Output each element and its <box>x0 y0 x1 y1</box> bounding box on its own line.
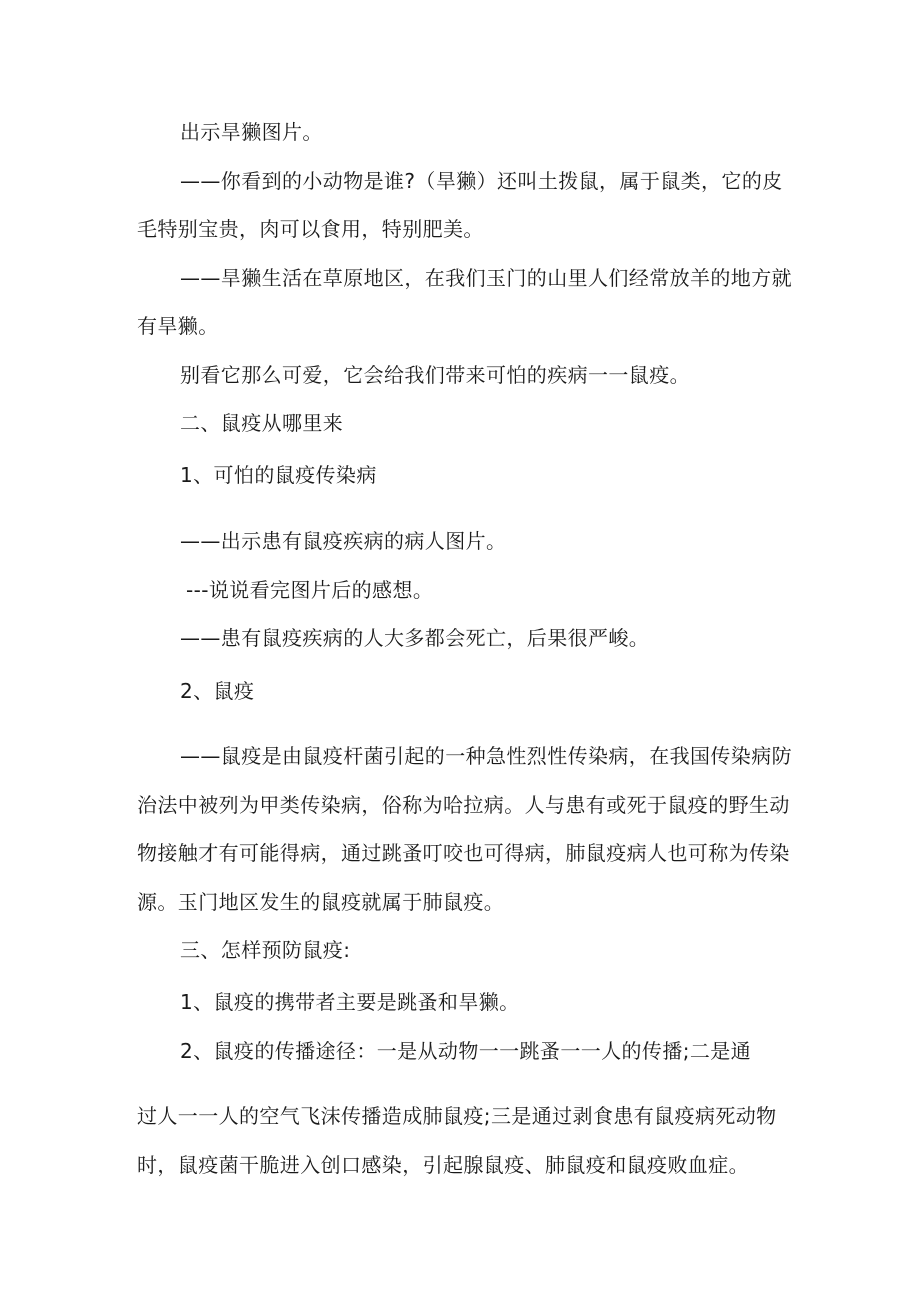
paragraph-line: ——鼠疫是由鼠疫杆菌引起的一种急性烈性传染病，在我国传染病防 <box>180 744 792 768</box>
list-item: 2、鼠疫的传播途径：一是从动物一一跳蚤一一人的传播;二是通 <box>180 1039 752 1063</box>
paragraph-line: ——你看到的小动物是谁?（旱獭）还叫土拨鼠，属于鼠类，它的皮 <box>180 169 783 193</box>
paragraph-line: 出示旱獭图片。 <box>180 120 323 144</box>
paragraph-line: ---说说看完图片后的感想。 <box>186 578 434 602</box>
paragraph-line: 源。玉门地区发生的鼠疫就属于肺鼠疫。 <box>137 890 505 914</box>
paragraph-line: 时，鼠疫菌干脆进入创口感染，引起腺鼠疫、肺鼠疫和鼠疫败血症。 <box>137 1153 749 1177</box>
paragraph-line: 过人一一人的空气飞沫传播造成肺鼠疫;三是通过剥食患有鼠疫病死动物 <box>137 1104 777 1128</box>
subsection-heading: 2、鼠疫 <box>180 679 255 703</box>
subsection-heading: 1、可怕的鼠疫传染病 <box>180 463 377 487</box>
paragraph-line: ——患有鼠疫疾病的人大多都会死亡，后果很严峻。 <box>180 626 650 650</box>
paragraph-line: 别看它那么可爱，它会给我们带来可怕的疾病一一鼠疫。 <box>180 363 690 387</box>
paragraph-line: 有旱獭。 <box>137 314 219 338</box>
paragraph-line: 毛特别宝贵，肉可以食用，特别肥美。 <box>137 217 484 241</box>
paragraph-line: 治法中被列为甲类传染病，俗称为哈拉病。人与患有或死于鼠疫的野生动 <box>137 793 790 817</box>
paragraph-line: 物接触才有可能得病，通过跳蚤叮咬也可得病，肺鼠疫病人也可称为传染 <box>137 841 790 865</box>
section-heading: 三、怎样预防鼠疫: <box>180 938 351 962</box>
paragraph-line: ——旱獭生活在草原地区，在我们玉门的山里人们经常放羊的地方就 <box>180 266 792 290</box>
section-heading: 二、鼠疫从哪里来 <box>180 411 344 435</box>
paragraph-line: ——出示患有鼠疫疾病的病人图片。 <box>180 529 507 553</box>
list-item: 1、鼠疫的携带者主要是跳蚤和旱獭。 <box>180 990 520 1014</box>
